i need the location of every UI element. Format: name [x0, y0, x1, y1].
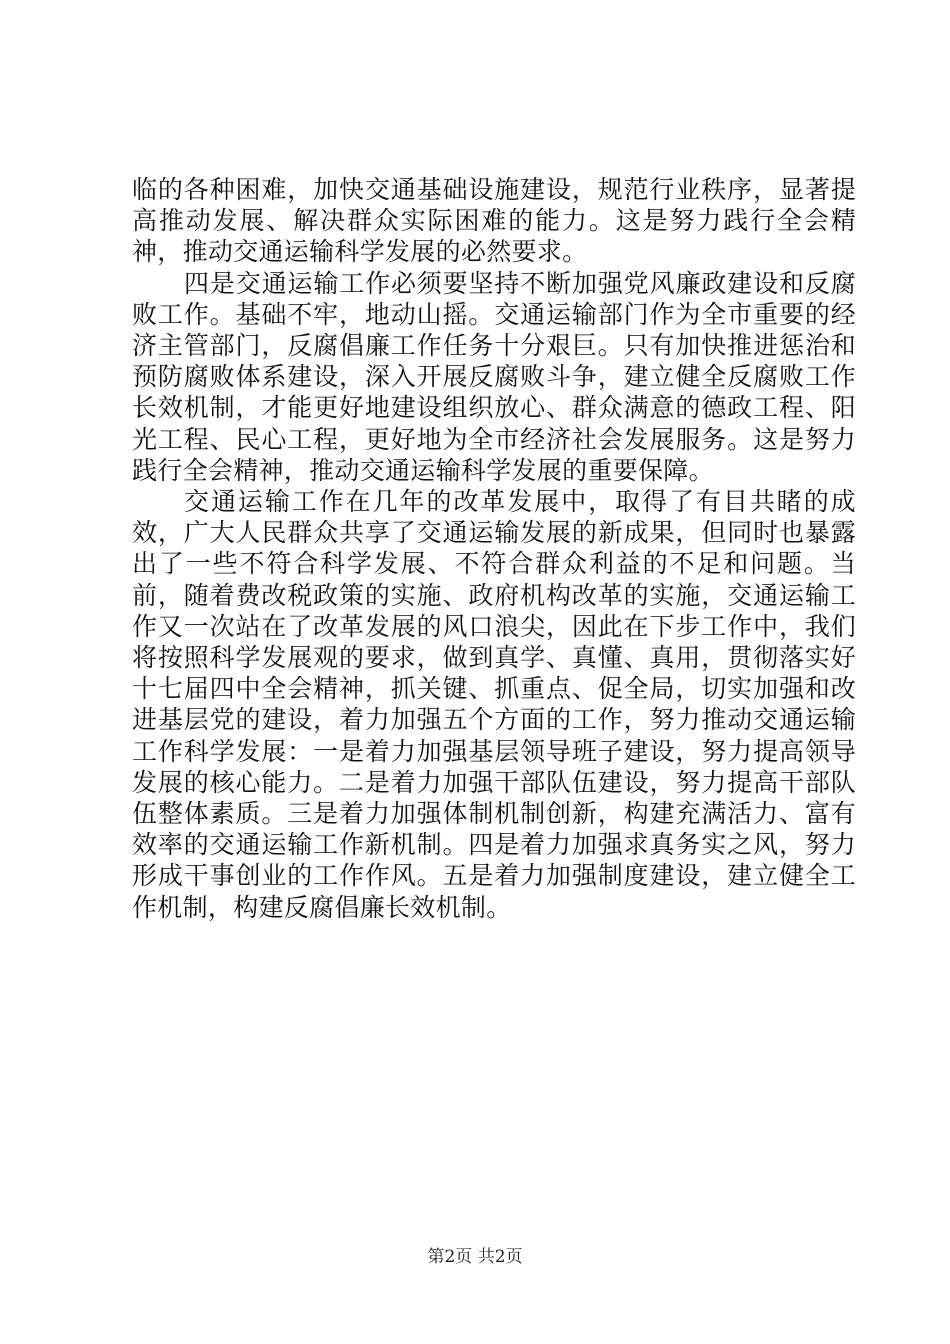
paragraph-continuation: 临的各种困难，加快交通基础设施建设，规范行业秩序，显著提高推动发展、解决群众实际困难的能力。这是努力践行全会精神，推动交通运输科学发展的必然要求。	[132, 175, 856, 267]
paragraph-anti-corruption: 四是交通运输工作必须要坚持不断加强党风廉政建设和反腐败工作。基础不牢，地动山摇。交通运输部门作为全市重要的经济主管部门，反腐倡廉工作任务十分艰巨。只有加快推进惩治和预防腐败体系建设，深入开展反腐败斗争，建立健全反腐败工作长效机制，才能更好地建设组织放心、群众满意的德政工程、阳光工程、民心工程，更好地为全市经济社会发展服务。这是努力践行全会精神，推动交通运输科学发展的重要保障。	[132, 268, 856, 485]
document-body	[132, 174, 856, 923]
paragraph-work-plan: 交通运输工作在几年的改革发展中，取得了有目共睹的成效，广大人民群众共享了交通运输发展的新成果，但同时也暴露出了一些不符合科学发展、不符合群众利益的不足和问题。当前，随着费改税政策的实施、政府机构改革的实施，交通运输工作又一次站在了改革发展的风口浪尖，因此在下步工作中，我们将按照科学发展观的要求，做到真学、真懂、真用，贯彻落实好十七届四中全会精神，抓关键、抓重点、促全局，切实加强和改进基层党的建设，着力加强五个方面的工作，努力推动交通运输工作科学发展：一是着力加强基层领导班子建设，努力提高领导发展的核心能力。二是着力加强干部队伍建设，努力提高干部队伍整体素质。三是着力加强体制机制创新，构建充满活力、富有效率的交通运输工作新机制。四是着力加强求真务实之风，努力形成干事创业的工作作风。五是着力加强制度建设，建立健全工作机制，构建反腐倡廉长效机制。	[132, 487, 856, 922]
page-number-footer: 第2页 共2页	[427, 1247, 523, 1267]
